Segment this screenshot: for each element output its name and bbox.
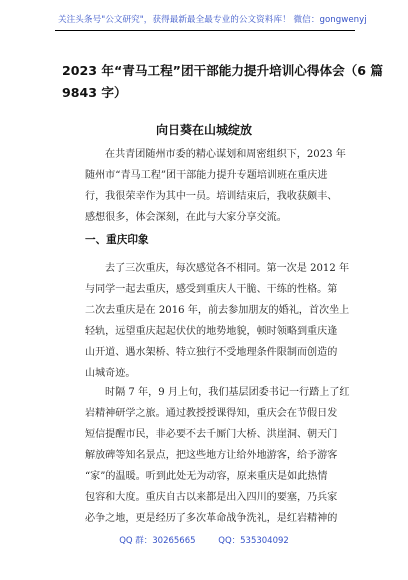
- paragraph-line: 时隔 7 年，9 月上旬，我们基层团委书记一行踏上了红: [105, 387, 350, 398]
- paragraph-line: 去了三次重庆，每次感觉各不相同。第一次是 2012 年: [105, 263, 350, 274]
- footer-qq-group: QQ 群：30265665: [119, 536, 196, 546]
- paragraph-line: 感想很多，体会深刻，在此与大家分享交流。: [85, 212, 287, 223]
- paragraph-line: 必争之地，更是经历了多次革命战争洗礼，是红岩精神的: [85, 513, 338, 524]
- paragraph-line: 包容和大度。重庆自古以来都是出入四川的要塞，乃兵家: [85, 492, 338, 503]
- header-divider: [55, 30, 355, 31]
- paragraph-line: 短信提醒市民，非必要不去千厮门大桥、洪崖洞、朝天门: [85, 429, 338, 440]
- paragraph: [85, 382, 350, 529]
- paragraph: [85, 258, 350, 384]
- paragraph-line: 解放碑等知名景点，把这些地方让给外地游客，给予游客: [85, 450, 338, 461]
- footer-contact: [0, 534, 408, 546]
- section-heading: 一、重庆印象: [85, 234, 149, 246]
- paragraph: [85, 144, 346, 228]
- title-line: 9843 字）: [62, 85, 127, 100]
- paragraph-line: 在共青团随州市委的精心谋划和周密组织下，2023 年: [105, 149, 346, 160]
- paragraph-line: 随州市“青马工程”团干部能力提升专题培训班在重庆进: [85, 170, 328, 181]
- essay-subtitle: 向日葵在山城绽放: [155, 123, 252, 137]
- paragraph-line: 轻轨，远望重庆起起伏伏的地势地貌，顿时领略到重庆逢: [85, 326, 338, 337]
- paragraph-line: 行，我很荣幸作为其中一员。培训结束后，我收获颇丰、: [85, 191, 338, 202]
- paragraph-line: 二次去重庆是在 2016 年，前去参加朋友的婚礼，首次坐上: [85, 305, 350, 316]
- paragraph-line: 与同学一起去重庆，感受到重庆人干脆、干练的性格。第: [85, 284, 338, 295]
- paragraph-line: 山城奇迹。: [85, 368, 136, 379]
- title-line: 2023 年“青马工程”团干部能力提升培训心得体会（6 篇: [62, 63, 384, 78]
- paragraph-line: “家”的温暖。听到此处无为动容，原来重庆是如此热情: [85, 471, 328, 482]
- paragraph-line: 岩精神研学之旅。通过教授授课得知，重庆会在节假日发: [85, 408, 338, 419]
- document-title: [62, 60, 384, 104]
- footer-qq: QQ：535304092: [218, 536, 289, 546]
- paragraph-line: 山开道、遇水架桥、特立独行不受地理条件限制而创造的: [85, 347, 338, 358]
- header-note: 关注头条号"公文研究"，获得最新最全最专业的公文资料库！ 微信：gongwenyj: [58, 15, 367, 25]
